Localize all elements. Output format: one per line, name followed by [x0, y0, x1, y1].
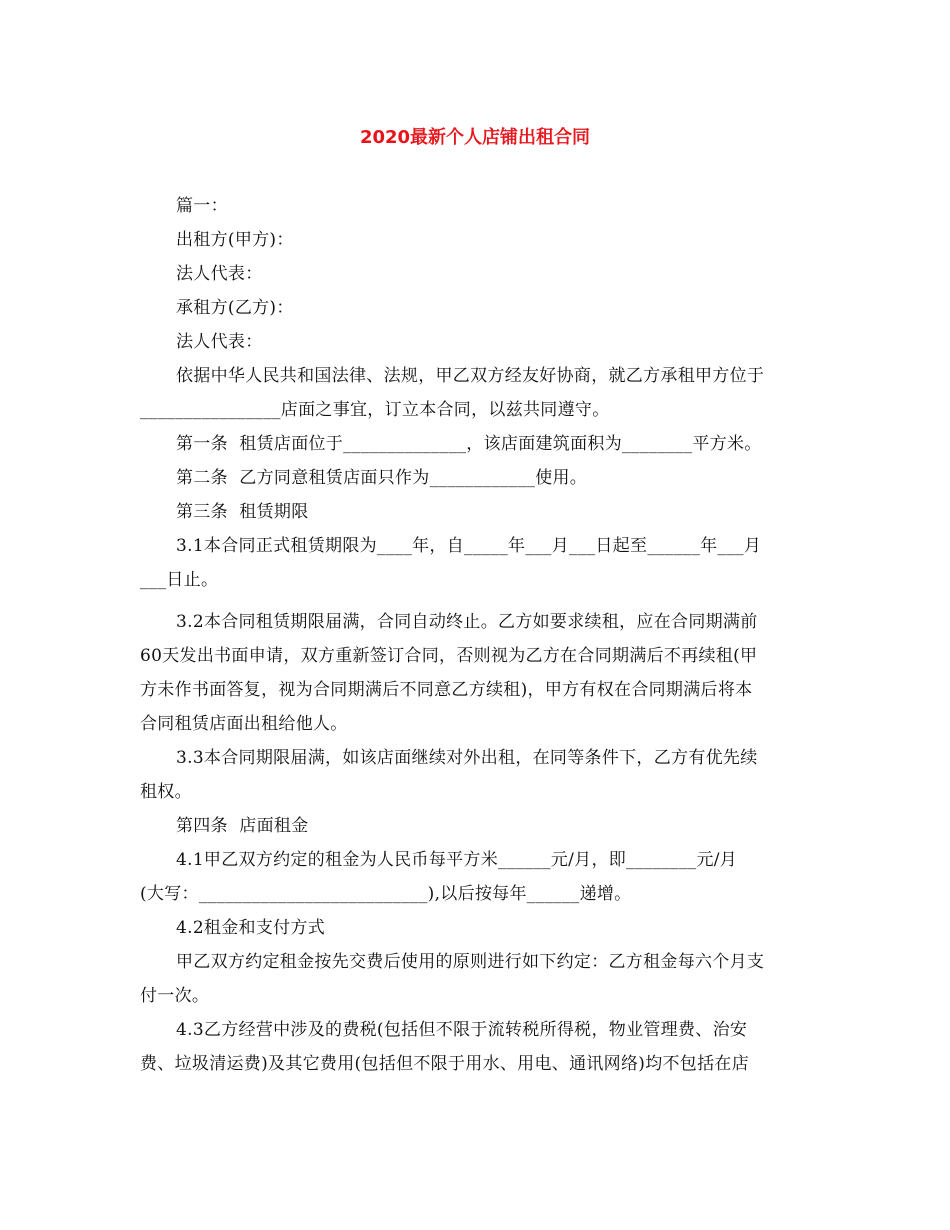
text-line: 法人代表： — [176, 332, 263, 352]
text-line: 方未作书面答复，视为合同期满后不同意乙方续租)，甲方有权在合同期满后将本 — [140, 680, 753, 700]
text-line: 第一条 租赁店面位于______________，该店面建筑面积为________平方米。 — [176, 434, 762, 454]
text-line: 4.3乙方经营中涉及的费税(包括但不限于流转税所得税，物业管理费、治安 — [176, 1020, 748, 1040]
text-line: 第四条 店面租金 — [176, 816, 309, 836]
text-line: 付一次。 — [140, 986, 210, 1006]
text-line: 60天发出书面申请，双方重新签订合同，否则视为乙方在合同期满后不再续租(甲 — [140, 646, 758, 666]
text-line: 第二条 乙方同意租赁店面只作为____________使用。 — [176, 468, 588, 488]
text-line: 合同租赁店面出租给他人。 — [140, 714, 348, 734]
text-line: 第三条 租赁期限 — [176, 502, 309, 522]
text-line: 3.1本合同正式租赁期限为____年，自_____年___月___日起至______年___月 — [176, 536, 762, 556]
document-title: 2020最新个人店铺出租合同 — [359, 127, 591, 148]
text-line: 法人代表： — [176, 264, 263, 284]
text-line: 篇一： — [176, 196, 228, 216]
text-line: 3.3本合同期限届满，如该店面继续对外出租，在同等条件下，乙方有优先续 — [176, 748, 758, 768]
text-line: 租权。 — [140, 782, 192, 802]
text-line: 费、垃圾清运费)及其它费用(包括但不限于用水、用电、通讯网络)均不包括在店 — [140, 1054, 749, 1074]
text-line: 承租方(乙方)： — [176, 298, 294, 318]
text-line: ________________店面之事宜，订立本合同，以兹共同遵守。 — [140, 400, 610, 420]
text-line: 依据中华人民共和国法律、法规，甲乙双方经友好协商，就乙方承租甲方位于 — [176, 366, 765, 386]
text-line: 3.2本合同租赁期限届满，合同自动终止。乙方如要求续租，应在合同期满前 — [176, 612, 758, 632]
text-line: 4.1甲乙双方约定的租金为人民币每平方米______元/月，即________元/月 — [176, 850, 738, 870]
text-line: ___日止。 — [140, 570, 219, 590]
text-line: (大写：__________________________),以后按每年______递增。 — [140, 884, 632, 904]
text-line: 甲乙双方约定租金按先交费后使用的原则进行如下约定：乙方租金每六个月支 — [176, 952, 765, 972]
text-line: 4.2租金和支付方式 — [176, 918, 326, 938]
text-line: 出租方(甲方)： — [176, 230, 294, 250]
